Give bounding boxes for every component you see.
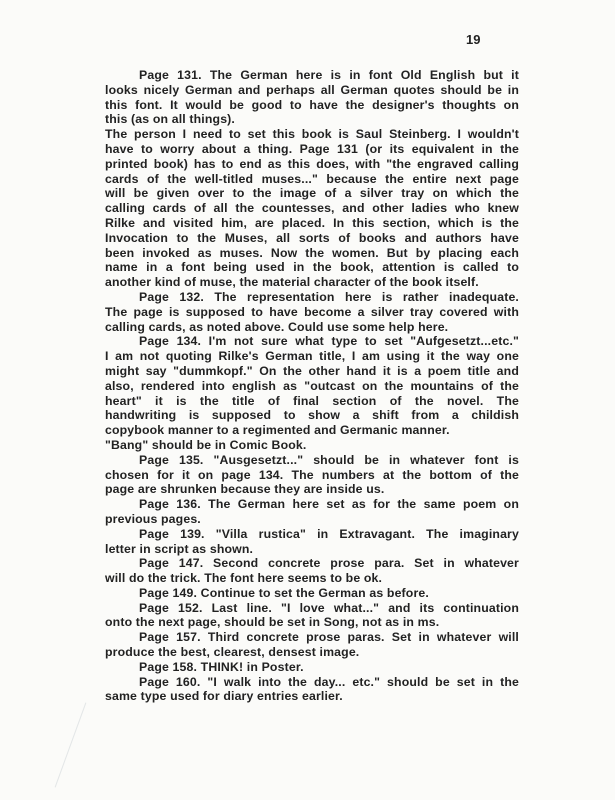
text-line: Page 132. The representation here is rather inadequate. <box>139 289 519 304</box>
text-line: page are shrunken because they are inside us. <box>105 482 385 497</box>
text-line: Page 157. Third concrete prose paras. Set in whatever will <box>139 630 519 645</box>
text-line: Invocation to the Muses, all sorts of books and authors have <box>105 230 519 245</box>
text-line: The page is supposed to have become a silver tray covered with <box>105 304 519 319</box>
paragraph <box>105 586 519 601</box>
text-line: I am not quoting Rilke's German title, I am using it the way one <box>105 349 519 364</box>
text-line: heart" it is the title of final section of the novel. The <box>105 393 519 408</box>
text-line: will do the trick. The font here seems to be ok. <box>105 571 383 586</box>
text-line: calling cards, as noted above. Could use some help here. <box>105 319 449 334</box>
text-line: Page 160. "I walk into the day... etc." should be set in the <box>139 674 519 689</box>
text-line: printed book) has to end as this does, with "the engraved calling <box>105 156 519 171</box>
text-line: looks nicely German and perhaps all German quotes should be in <box>105 82 519 97</box>
text-line: Rilke and visited him, are placed. In this section, which is the <box>105 215 519 230</box>
text-line: chosen for it on page 134. The numbers at the bottom of the <box>105 467 519 482</box>
text-line: been invoked as muses. Now the women. But by placing each <box>105 245 519 260</box>
paragraph <box>105 438 519 453</box>
text-line: copybook manner to a regimented and Germanic manner. <box>105 423 450 438</box>
text-line: also, rendered into english as "outcast on the mountains of the <box>105 378 519 393</box>
text-line: Page 149. Continue to set the German as before. <box>139 585 429 600</box>
text-line: cards of the well-titled muses..." because the entire next page <box>105 171 519 186</box>
text-line: handwriting is supposed to show a shift from a childish <box>105 408 519 423</box>
text-line: same type used for diary entries earlier. <box>105 689 343 704</box>
text-line: Page 152. Last line. "I love what..." and its continuation <box>139 600 519 615</box>
paragraph <box>105 630 519 660</box>
text-line: Page 131. The German here is in font Old English but it <box>139 68 519 82</box>
paragraph <box>105 453 519 497</box>
text-line: will be given over to the image of a silver tray on which the <box>105 186 519 201</box>
paragraph <box>105 497 519 527</box>
paragraph <box>105 334 519 438</box>
scan-mark <box>55 703 87 788</box>
page-number: 19 <box>466 32 481 47</box>
text-line: Page 135. "Ausgesetzt..." should be in whatever font is <box>139 452 519 467</box>
paragraph <box>105 127 519 290</box>
text-line: calling cards of all the countesses, and other ladies who knew <box>105 201 519 216</box>
text-line: Page 147. Second concrete prose para. Set in whatever <box>139 556 519 571</box>
text-line: Page 139. "Villa rustica" in Extravagant. The imaginary <box>139 526 519 541</box>
text-line: letter in script as shown. <box>105 541 254 556</box>
text-line: Page 136. The German here set as for the same poem on <box>139 497 519 512</box>
text-line: "Bang" should be in Comic Book. <box>105 437 307 452</box>
text-line: might say "dummkopf." On the other hand it is a poem title and <box>105 363 519 378</box>
paragraph <box>105 527 519 557</box>
text-line: Page 134. I'm not sure what type to set "Aufgesetzt...etc." <box>139 334 519 349</box>
text-line: this (as on all things). <box>105 112 235 127</box>
paragraph <box>105 601 519 631</box>
text-line: have to worry about a thing. Page 131 (or its equivalent in the <box>105 141 519 156</box>
paragraph <box>105 556 519 586</box>
text-line: another kind of muse, the material character of the book itself. <box>105 275 479 290</box>
document-body <box>105 68 519 704</box>
paragraph <box>105 675 519 705</box>
paragraph <box>105 660 519 675</box>
text-line: this font. It would be good to have the designer's thoughts on <box>105 97 519 112</box>
text-line: produce the best, clearest, densest image. <box>105 645 360 660</box>
text-line: onto the next page, should be set in Song, not as in ms. <box>105 615 440 630</box>
text-line: The person I need to set this book is Saul Steinberg. I wouldn't <box>105 127 519 142</box>
text-line: name in a font being used in the book, attention is called to <box>105 260 519 275</box>
text-line: previous pages. <box>105 511 201 526</box>
text-line: Page 158. THINK! in Poster. <box>139 659 304 674</box>
paragraph <box>105 68 519 127</box>
paragraph <box>105 290 519 334</box>
